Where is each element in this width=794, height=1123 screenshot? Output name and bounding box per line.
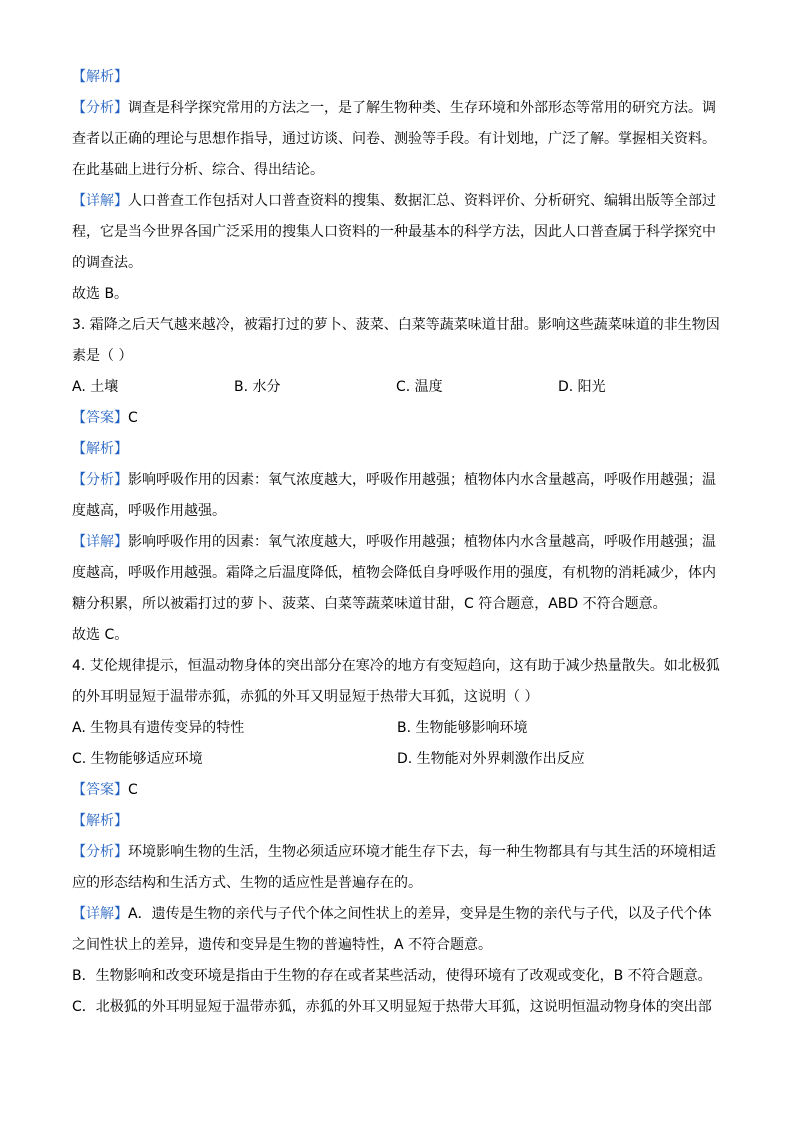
analysis-tag: 【分析】 (72, 100, 128, 116)
analysis-line: 【分析】影响呼吸作用的因素：氧气浓度越大，呼吸作用越强；植物体内水含量越高，呼吸作用越强；温 (72, 472, 716, 488)
analysis-line: 度越高，呼吸作用越强。 (72, 503, 226, 519)
detail-line: 之间性状上的差异，遗传和变异是生物的普遍特性，A 不符合题意。 (72, 937, 493, 953)
detail-tag: 【详解】 (72, 906, 128, 922)
option-d: D. 阳光 (558, 379, 606, 395)
detail-tag: 【详解】 (72, 534, 128, 550)
detail-tag: 【详解】 (72, 193, 128, 209)
document-body (72, 62, 722, 1023)
question-3-options (72, 372, 722, 403)
detail-line: 的调查法。 (72, 255, 142, 271)
analysis-line: 在此基础上进行分析、综合、得出结论。 (72, 162, 324, 178)
option-a: A. 生物具有遗传变异的特性 (72, 720, 245, 736)
question-3-text: 3. 霜降之后天气越来越冷，被霜打过的萝卜、菠菜、白菜等蔬菜味道甘甜。影响这些蔬菜味道的非生物因 (72, 317, 720, 333)
analysis-line: 【分析】调查是科学探究常用的方法之一，是了解生物种类、生存环境和外部形态等常用的研究方法。调 (72, 100, 716, 116)
detail-line: 糖分积累，所以被霜打过的萝卜、菠菜、白菜等蔬菜味道甘甜，C 符合题意，ABD 不符合题意。 (72, 596, 667, 612)
detail-line: 程，它是当今世界各国广泛采用的搜集人口资料的一种最基本的科学方法，因此人口普查属于科学探究中 (72, 224, 716, 240)
option-a: A. 土壤 (72, 379, 119, 395)
answer-line (72, 775, 722, 806)
answer-value: C (128, 410, 138, 426)
analysis-heading: 【解析】 (72, 69, 128, 85)
detail-line: 【详解】人口普查工作包括对人口普查资料的搜集、数据汇总、资料评价、分析研究、编辑出版等全部过 (72, 193, 716, 209)
analysis-line: 查者以正确的理论与思想作指导，通过访谈、问卷、测验等手段。有计划地，广泛了解。掌握相关资料。 (72, 131, 716, 147)
analysis-heading: 【解析】 (72, 441, 128, 457)
detail-line: 【详解】影响呼吸作用的因素：氧气浓度越大，呼吸作用越强；植物体内水含量越高，呼吸作用越强；温 (72, 534, 716, 550)
option-d: D. 生物能对外界刺激作出反应 (397, 751, 585, 767)
analysis-tag: 【分析】 (72, 472, 128, 488)
option-b: B. 水分 (234, 379, 281, 395)
question-4-options-row (72, 744, 722, 775)
option-c: C. 温度 (396, 379, 443, 395)
analysis-line: 应的形态结构和生活方式、生物的适应性是普遍存在的。 (72, 875, 422, 891)
answer-line (72, 403, 722, 434)
question-4-options-row (72, 713, 722, 744)
detail-line: 【详解】A．遗传是生物的亲代与子代个体之间性状上的差异，变异是生物的亲代与子代，以及子代个体 (72, 906, 712, 922)
question-4-text: 的外耳明显短于温带赤狐，赤狐的外耳又明显短于热带大耳狐，这说明（ ） (72, 689, 539, 705)
detail-line: 度越高，呼吸作用越强。霜降之后温度降低，植物会降低自身呼吸作用的强度，有机物的消耗减少，体内 (72, 565, 716, 581)
answer-tag: 【答案】 (72, 782, 128, 798)
analysis-line: 【分析】环境影响生物的生活，生物必须适应环境才能生存下去，每一种生物都具有与其生活的环境相适 (72, 844, 716, 860)
detail-line: C．北极狐的外耳明显短于温带赤狐，赤狐的外耳又明显短于热带大耳狐，这说明恒温动物身体的突出部 (72, 999, 712, 1015)
question-4-text: 4. 艾伦规律提示，恒温动物身体的突出部分在寒冷的地方有变短趋向，这有助于减少热量散失。如北极狐 (72, 658, 720, 674)
answer-tag: 【答案】 (72, 410, 128, 426)
question-3-text: 素是（ ） (72, 348, 133, 364)
answer-choice-line: 故选 C。 (72, 627, 129, 643)
analysis-heading: 【解析】 (72, 813, 128, 829)
detail-line: B．生物影响和改变环境是指由于生物的存在或者某些活动，使得环境有了改观或变化，B 不符合题意。 (72, 968, 712, 984)
option-c: C. 生物能够适应环境 (72, 751, 203, 767)
answer-choice-line: 故选 B。 (72, 286, 129, 302)
option-b: B. 生物能够影响环境 (397, 720, 528, 736)
analysis-tag: 【分析】 (72, 844, 128, 860)
answer-value: C (128, 782, 138, 798)
